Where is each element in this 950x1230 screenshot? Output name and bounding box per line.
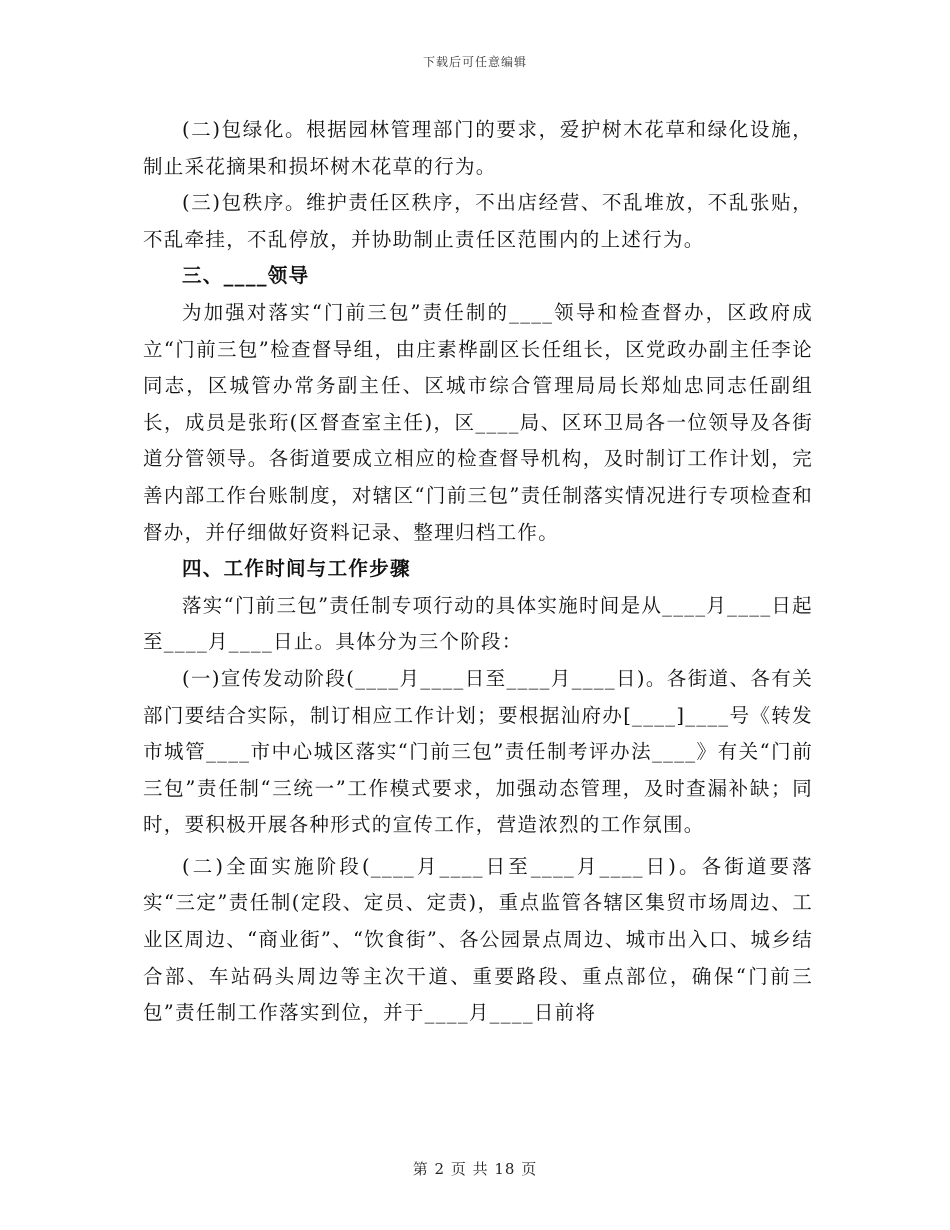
paragraph-order: (三)包秩序。维护责任区秩序，不出店经营、不乱堆放，不乱张贴，不乱牵挂，不乱停放，并协助制止责任区范围内的上述行为。 (143, 191, 813, 251)
section-heading-schedule: 四、工作时间与工作步骤 (182, 557, 411, 581)
page-header-note: 下载后可任意编辑 (422, 55, 527, 69)
document-body (143, 112, 813, 1032)
page-number-footer: 第 2 页 共 18 页 (412, 1160, 538, 1178)
paragraph-greening: (二)包绿化。根据园林管理部门的要求，爱护树木花草和绿化设施，制止采花摘果和损坏树木花草的行为。 (143, 118, 813, 178)
paragraph-schedule-intro: 落实“门前三包”责任制专项行动的具体实施时间是从____月____日起至____月____日止。具体分为三个阶段： (143, 593, 813, 654)
paragraph-phase-one: (一)宣传发动阶段(____月____日至____月____日)。各街道、各有关部门要结合实际，制订相应工作计划；要根据汕府办[____]____号《转发市城管____市中心城区落实“门前三包”责任制考评办法____》有关“门前三包”责任制“三统一”工作模式要求，加强动态管理，及时查漏补缺；同时，要积极开展各种形式的宣传工作，营造浓烈的工作氛围。 (143, 666, 813, 837)
paragraph-phase-two: (二)全面实施阶段(____月____日至____月____日)。各街道要落实“三定”责任制(定段、定员、定责)，重点监管各辖区集贸市场周边、工业区周边、“商业街”、“饮食街”、各公园景点周边、城市出入口、城乡结合部、车站码头周边等主次干道、重要路段、重点部位，确保“门前三包”责任制工作落实到位，并于____月____日前将 (143, 854, 813, 1025)
section-heading-leadership: 三、____领导 (182, 264, 310, 288)
paragraph-leadership: 为加强对落实“门前三包”责任制的____领导和检查督办，区政府成立“门前三包”检查督导组，由庄素桦副区长任组长，区党政办副主任李论同志，区城管办常务副主任、区城市综合管理局局长郑灿忠同志任副组长，成员是张珩(区督查室主任)，区____局、区环卫局各一位领导及各街道分管领导。各街道要成立相应的检查督导机构，及时制订工作计划，完善内部工作台账制度，对辖区“门前三包”责任制落实情况进行专项检查和督办，并仔细做好资料记录、整理归档工作。 (143, 300, 813, 544)
